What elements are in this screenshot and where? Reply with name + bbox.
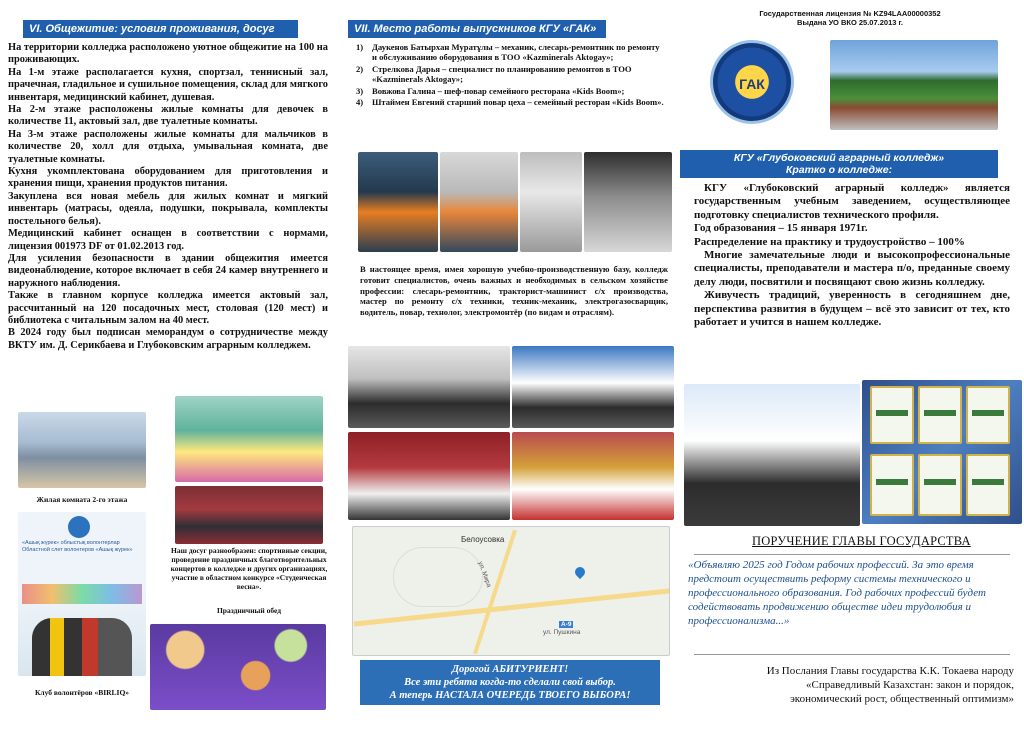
graduates-list xyxy=(356,42,666,108)
about-header xyxy=(680,150,998,178)
section-title-graduates: VII. Место работы выпускников КГУ «ГАК» xyxy=(348,20,606,38)
section-title-dormitory: VI. Общежитие: условия проживания, досуг xyxy=(23,20,298,38)
volunteers-group xyxy=(32,618,132,676)
paragraph: КГУ «Глубоковский аграрный колледж» является государственным учебным заведением, осуществляющее подготовку специалистов технического профиля. xyxy=(694,182,1010,221)
graduate-photo-mechanic xyxy=(358,152,438,252)
banner-line: А теперь НАСТАЛА ОЧЕРЕДЬ ТВОЕГО ВЫБОРА! xyxy=(389,690,631,701)
graduate-photo-cook xyxy=(584,152,672,252)
paragraph: На территории колледжа расположено уютное общежитие на 100 на проживающих. xyxy=(8,42,328,66)
paragraph: На 3-м этаже расположены жилые комнаты для мальчиков в количестве 20, холл для отдыха, умывальная комната, две туалетные комнаты. xyxy=(8,128,328,165)
source-line: экономический рост, общественный оптимизм» xyxy=(790,693,1014,705)
paragraph: Год образования – 15 января 1971г. xyxy=(694,222,868,235)
college-profile-text: В настоящее время, имея хорошую учебно-производственную базу, колледж готовит специалистов, очень важных и необходимых в сельском хозяйстве профессии: слесарь-ремонтник, тракторист-машинист с/х производства, мастер по ремонту с/х техники, техник-механик, электрогазосварщик, водитель, повар, технолог, электромонтёр (по видам и отраслям). xyxy=(360,264,668,318)
caption-leisure: Наш досуг разнообразен: спортивные секции, проведение праздничных благотворительных концертов в колледже и других организациях, участие в областном конкурсе «Студенческая весна». xyxy=(170,546,328,591)
ceremony-photo-1 xyxy=(348,346,510,428)
paragraph: В 2024 году был подписан меморандум о сотрудничестве между ВКТУ им. Д. Серикбаева и Глубоковским аграрным колледжем. xyxy=(8,327,328,351)
paragraph: Закуплена вся новая мебель для жилых комнат и мягкий инвентарь (матрасы, одеяла, подушки, покрывала, комплекты постельного белья). xyxy=(8,190,328,227)
hands-graphic xyxy=(22,584,142,604)
award-ceremony-photo xyxy=(684,384,860,526)
map-road-label: А-9 xyxy=(561,621,572,628)
dorm-room-photo xyxy=(18,412,146,488)
map-street-label: ул. Мира xyxy=(476,560,493,589)
volunteer-emblem-icon xyxy=(68,516,90,538)
certificate xyxy=(966,454,1010,516)
license-number: Государственная лицензия № KZ94LAA00000352 xyxy=(759,9,941,18)
divider xyxy=(694,654,1010,655)
folk-ensemble-photo xyxy=(512,432,674,520)
logo-abbreviation: ГАК xyxy=(739,76,765,92)
dance-photo xyxy=(175,396,323,482)
source-line: Из Послания Главы государства К.К. Токаева народу xyxy=(766,665,1014,677)
divider xyxy=(694,554,1010,555)
choir-photo xyxy=(348,432,510,520)
column-dormitory xyxy=(0,0,340,744)
certificate xyxy=(966,386,1010,444)
concert-photo xyxy=(175,486,323,544)
certificate xyxy=(918,386,962,444)
president-quote: «Объявляю 2025 год Годом рабочих профессий. За это время предстоит осуществить реформу системы технического и профессионального образования. Год рабочих профессий будет содействовать продвижению обществе идеи трудолюбия и профессионализма...» xyxy=(688,559,986,627)
college-logo xyxy=(710,40,794,124)
paragraph: Медицинский кабинет оснащен в соответствии с нормами, лицензия 001973 DF от 01.02.2013 год. xyxy=(8,228,328,252)
map-street-label: ул. Пушкина xyxy=(543,629,581,636)
applicant-banner xyxy=(360,660,660,705)
caption-dorm-room: Жилая комната 2-го этажа xyxy=(36,495,128,504)
paragraph: Для усиления безопасности в здании общежития имеется видеонаблюдение, которое включает в себя 24 камер внутреннего и наружного наблюдения. xyxy=(8,252,328,289)
list-item: 2) Стрелкова Дарья – специалист по планированию ремонтов в ТОО «Kazminerals Aktogay»; xyxy=(356,63,632,85)
column-graduates xyxy=(340,0,680,744)
paragraph: На 2-м этаже расположены жилые комнаты для девочек в количестве 11, актовый зал, две туалетные комнаты. xyxy=(8,104,328,128)
license-info xyxy=(710,9,990,27)
college-building-photo xyxy=(830,40,998,130)
license-issued: Выдана УО ВКО 25.07.2013 г. xyxy=(797,18,903,27)
graduate-photo-chef xyxy=(520,152,582,252)
location-pin-icon[interactable] xyxy=(573,565,587,579)
source-line: «Справедливый Казахстан: закон и порядок, xyxy=(806,679,1014,691)
list-item: 3) Вовжова Галина – шеф-повар семейного ресторана «Kids Boom»; xyxy=(356,85,625,96)
graduate-photo-planner xyxy=(440,152,518,252)
list-item: 4) Штаймен Евгений старший повар цеха – семейный ресторан «Kids Boom». xyxy=(356,97,664,108)
paragraph: На 1-м этаже располагается кухня, спортзал, теннисный зал, прачечная, гладильное и сушильное помещения, склад для мягкого инвентаря, медицинский кабинет, душевая. xyxy=(8,66,328,103)
about-header-title: КГУ «Глубоковский аграрный колледж» xyxy=(733,152,945,164)
certificate xyxy=(870,454,914,516)
paragraph: Распределение на практику и трудоустройство – 100% xyxy=(694,235,965,248)
caption-volunteers: Клуб волонтёров «BIRLIQ» xyxy=(34,688,130,697)
column-about xyxy=(680,0,1024,744)
volunteers-photo xyxy=(18,512,146,676)
banner-title: Дорогой АБИТУРИЕНТ! xyxy=(451,664,569,675)
certificate xyxy=(870,386,914,444)
holiday-dinner-photo xyxy=(150,624,326,710)
paragraph: Кухня укомплектована оборудованием для приготовления и хранения пищи, хранения продуктов питания. xyxy=(8,166,328,190)
certificate xyxy=(918,454,962,516)
quote-source xyxy=(688,664,1014,706)
ceremony-photo-2 xyxy=(512,346,674,428)
about-text xyxy=(694,182,1010,329)
quote-title: ПОРУЧЕНИЕ ГЛАВЫ ГОСУДАРСТВА xyxy=(752,534,971,548)
list-item: 1) Даукенов Батырхан Муратұлы – механик, слесарь-ремонтник по ремонту и обслуживанию оборудования в ТОО «Kazminerals Aktogay»; xyxy=(356,42,660,63)
map-town-label: Белоусовка xyxy=(461,535,505,544)
caption-dinner: Праздничный обед xyxy=(216,606,282,615)
paragraph: Живучесть традиций, уверенность в сегодняшнем дне, перспектива развития в будущем – всё это зависит от тех, кто работает и учится в нашем колледже. xyxy=(694,289,1010,329)
volunteer-poster-text: «Ашық жүрек» облыстық волонтерлар Областной слет волонтеров «Ашық жүрек» xyxy=(22,540,133,553)
paragraph: Многие замечательные люди и высокопрофессиональные специалисты, преподаватели и мастера п/о, преданные своему делу люди, посвятили и посвящают свою жизнь колледжу. xyxy=(694,249,1010,288)
about-header-subtitle: Кратко о колледже: xyxy=(785,164,893,176)
map-district xyxy=(393,547,483,607)
map-road-cross xyxy=(473,530,517,655)
dormitory-text xyxy=(8,42,328,352)
banner-line: Все эти ребята когда-то сделали свой выбор. xyxy=(404,677,616,688)
location-map[interactable] xyxy=(352,526,670,656)
paragraph: Также в главном корпусе колледжа имеется актовый зал, рассчитанный на 120 посадочных мест, столовая (120 мест) и библиотека с читальным залом на 40 мест. xyxy=(8,290,328,326)
certificates-photo xyxy=(862,380,1022,524)
